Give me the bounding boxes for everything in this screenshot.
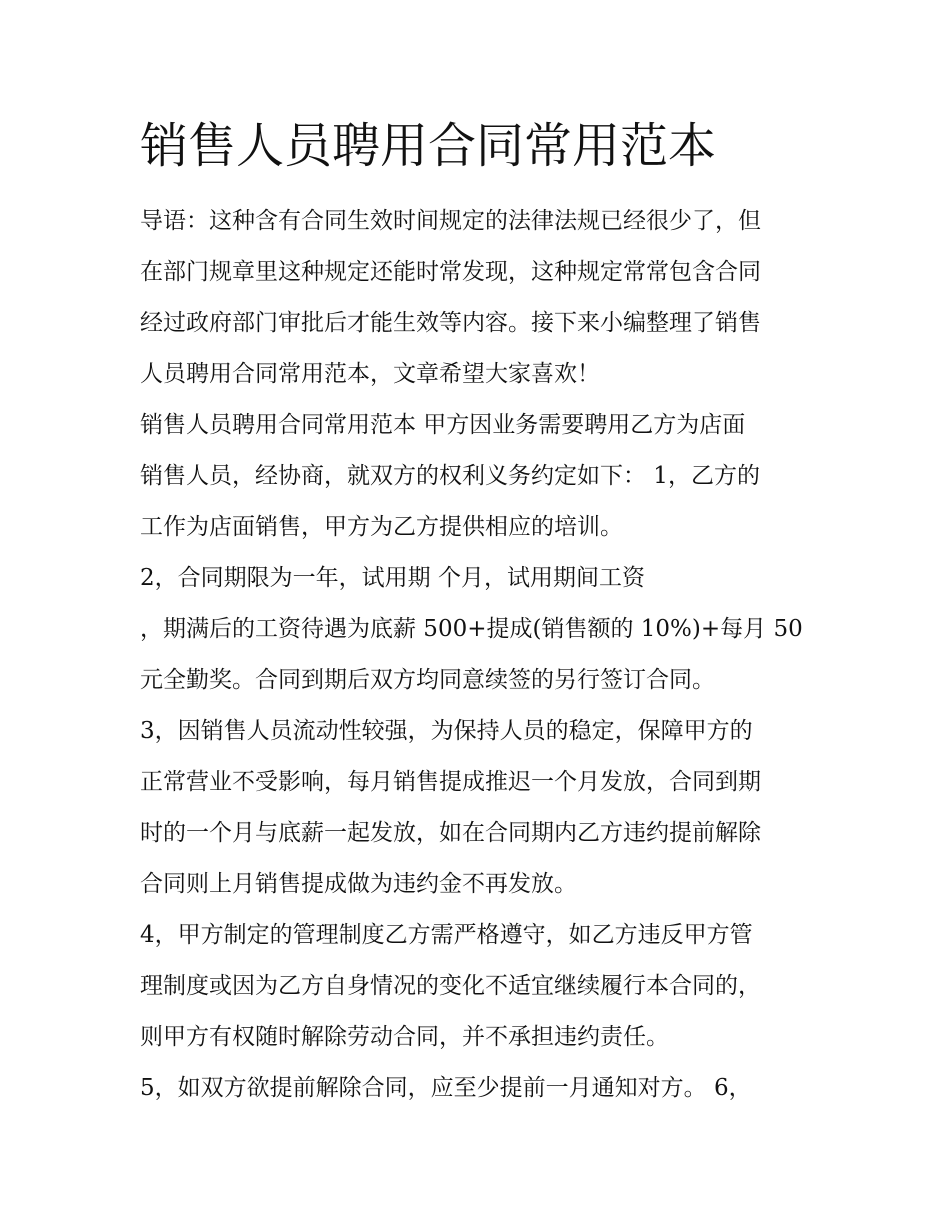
text-line: 导语：这种含有合同生效时间规定的法律法规已经很少了，但	[140, 208, 761, 234]
text-line: 5，如双方欲提前解除合同，应至少提前一月通知对方。 6，	[140, 1075, 752, 1101]
document-body	[140, 196, 820, 1114]
text-line: 销售人员，经协商，就双方的权利义务约定如下： 1，乙方的	[140, 463, 760, 489]
text-line: 则甲方有权随时解除劳动合同，并不承担违约责任。	[140, 1024, 669, 1050]
text-line: 经过政府部门审批后才能生效等内容。接下来小编整理了销售	[140, 310, 761, 336]
document-title: 销售人员聘用合同常用范本	[140, 118, 717, 174]
text-line: 理制度或因为乙方自身情况的变化不适宜继续履行本合同的，	[140, 973, 761, 999]
text-line: 人员聘用合同常用范本，文章希望大家喜欢！	[140, 361, 600, 387]
text-line: 销售人员聘用合同常用范本 甲方因业务需要聘用乙方为店面	[140, 412, 746, 438]
text-line: 元全勤奖。合同到期后双方均同意续签的另行签订合同。	[140, 667, 715, 693]
text-line: ，期满后的工资待遇为底薪 500+提成(销售额的 10%)+每月 50	[140, 616, 803, 642]
text-line: 4，甲方制定的管理制度乙方需严格遵守，如乙方违反甲方管	[140, 922, 753, 948]
text-line: 在部门规章里这种规定还能时常发现，这种规定常常包含合同	[140, 259, 761, 285]
text-line: 时的一个月与底薪一起发放，如在合同期内乙方违约提前解除	[140, 820, 761, 846]
text-line: 3，因销售人员流动性较强，为保持人员的稳定，保障甲方的	[140, 718, 753, 744]
text-line: 正常营业不受影响，每月销售提成推迟一个月发放，合同到期	[140, 769, 761, 795]
text-line: 2，合同期限为一年，试用期 个月，试用期间工资	[140, 565, 645, 591]
text-line: 工作为店面销售，甲方为乙方提供相应的培训。	[140, 514, 623, 540]
text-line: 合同则上月销售提成做为违约金不再发放。	[140, 871, 577, 897]
